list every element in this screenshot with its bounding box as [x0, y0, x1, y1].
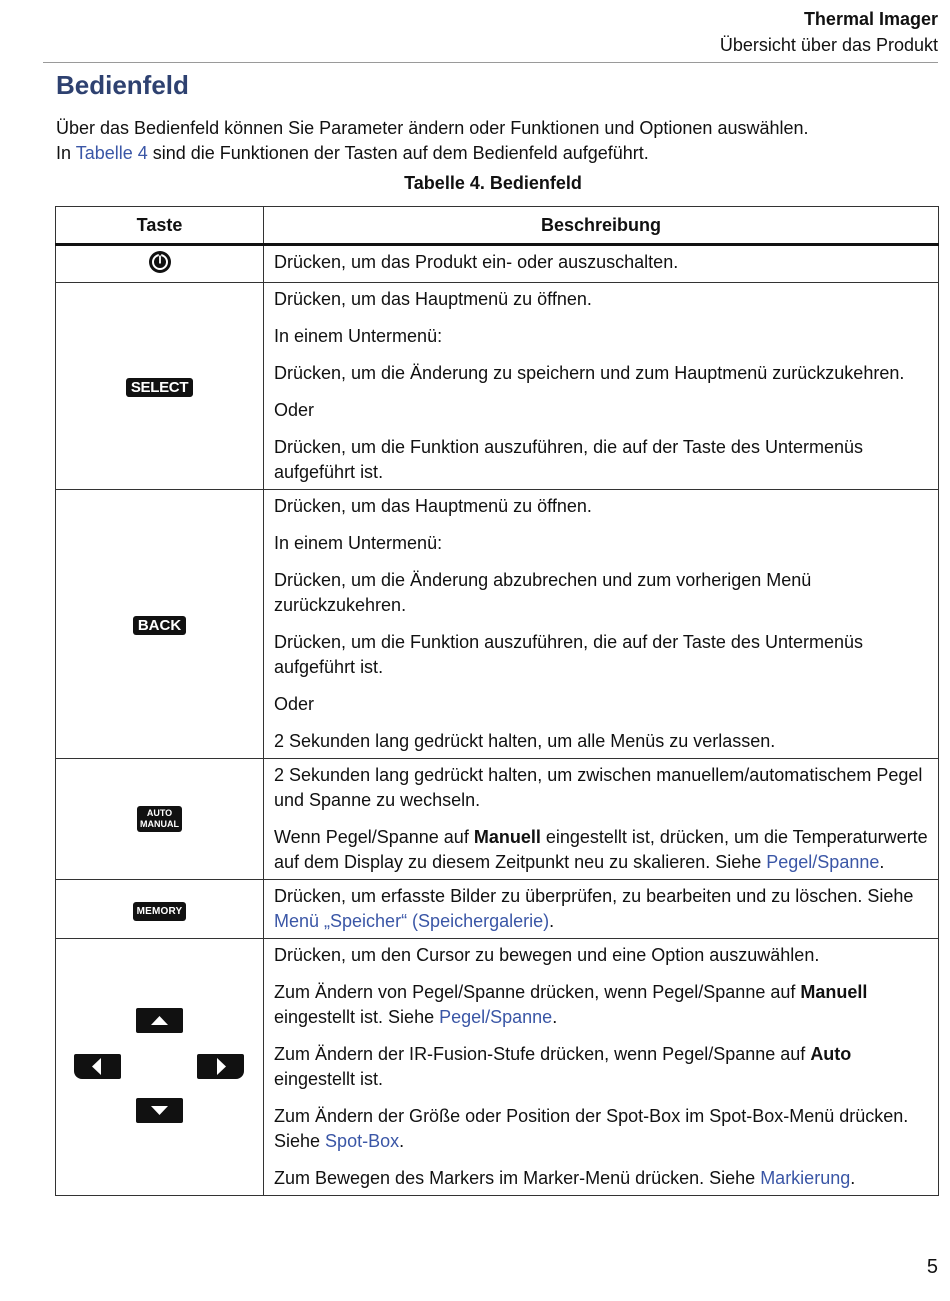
description-text [274, 1166, 928, 1191]
auto-label: AUTO [146, 808, 173, 818]
memory-menu-link[interactable]: Menü „Speicher“ (Speichergalerie) [274, 911, 550, 931]
arrow-down-icon [136, 1098, 183, 1123]
text-span: . [552, 1007, 558, 1027]
intro-text: In [56, 143, 76, 163]
description-cell-select [264, 283, 939, 490]
arrow-right-icon [197, 1054, 244, 1079]
table-caption: Tabelle 4. Bedienfeld [404, 173, 582, 193]
text-span: . [399, 1131, 405, 1151]
table-row-auto-manual [56, 759, 939, 880]
header-subtitle: Übersicht über das Produkt [719, 35, 938, 55]
key-cell-power [56, 245, 264, 283]
description-text: Drücken, um das Hauptmenü zu öffnen. [274, 289, 592, 309]
table-row-power [56, 245, 939, 283]
select-key-icon: SELECT [126, 378, 193, 397]
description-cell-memory [264, 880, 939, 939]
table-header-row [56, 207, 939, 245]
manual-label: MANUAL [140, 819, 179, 829]
description-text: Drücken, um die Funktion auszuführen, die auf der Taste des Untermenüs aufgeführt ist. [274, 632, 863, 677]
memory-key-icon: MEMORY [133, 902, 187, 921]
column-header-description: Beschreibung [264, 207, 939, 245]
description-text: Drücken, um das Hauptmenü zu öffnen. [274, 496, 592, 516]
text-span: . [879, 852, 885, 872]
description-cell-auto-manual [264, 759, 939, 880]
text-span: Zum Ändern von Pegel/Spanne drücken, wenn Pegel/Spanne auf [274, 982, 801, 1002]
description-text [274, 825, 928, 875]
description-cell-arrows [264, 939, 939, 1196]
intro-line-2 [56, 141, 936, 166]
text-span: eingestellt ist, drücken, um die Temperaturwerte auf dem Display zu diesem Zeitpunkt neu zu skalieren. Siehe [274, 827, 928, 872]
back-key-icon: BACK [133, 616, 186, 635]
text-span: Drücken, um erfasste Bilder zu überprüfen, zu bearbeiten und zu löschen. Siehe [274, 886, 914, 906]
bold-text: Manuell [800, 982, 868, 1002]
power-icon [148, 250, 172, 274]
table-row-arrows [56, 939, 939, 1196]
header-title: Thermal Imager [803, 9, 938, 29]
text-span: Zum Bewegen des Markers im Marker-Menü drücken. Siehe [274, 1168, 761, 1188]
section-title: Bedienfeld [56, 70, 189, 100]
arrow-up-icon [136, 1008, 183, 1033]
description-text [274, 1104, 928, 1154]
description-cell-back [264, 490, 939, 759]
page-number: 5 [926, 1256, 938, 1278]
key-cell-select [56, 283, 264, 490]
description-text [274, 884, 928, 934]
key-cell-arrows [56, 939, 264, 1196]
arrow-left-icon [74, 1054, 121, 1079]
description-text: Drücken, um die Funktion auszuführen, die auf der Taste des Untermenüs aufgeführt ist. [274, 437, 863, 482]
markierung-link[interactable]: Markierung [760, 1168, 851, 1188]
pegel-spanne-link[interactable]: Pegel/Spanne [439, 1007, 553, 1027]
text-span: eingestellt ist. Siehe [274, 1007, 440, 1027]
description-text: Oder [274, 400, 315, 420]
auto-manual-key-icon [137, 806, 182, 832]
description-text: Drücken, um den Cursor zu bewegen und eine Option auszuwählen. [274, 945, 820, 965]
description-text: Oder [274, 694, 315, 714]
bold-text: Manuell [473, 827, 541, 847]
key-cell-auto-manual [56, 759, 264, 880]
table-4-link[interactable]: Tabelle 4 [75, 143, 148, 163]
text-span: Zum Ändern der IR-Fusion-Stufe drücken, wenn Pegel/Spanne auf [274, 1044, 811, 1064]
intro-paragraph [56, 116, 936, 166]
text-span: . [850, 1168, 856, 1188]
pegel-spanne-link[interactable]: Pegel/Spanne [766, 852, 880, 872]
description-text: Drücken, um die Änderung abzubrechen und zum vorherigen Menü zurückzukehren. [274, 570, 812, 615]
column-header-key: Taste [56, 207, 264, 245]
table-row-memory [56, 880, 939, 939]
description-text: Drücken, um das Produkt ein- oder auszuschalten. [274, 252, 679, 272]
text-span: eingestellt ist. [274, 1069, 384, 1089]
text-span: Zum Ändern der Größe oder Position der Spot-Box im Spot-Box-Menü drücken. Siehe [274, 1106, 909, 1151]
text-span: . [549, 911, 555, 931]
bold-text: Auto [810, 1044, 852, 1064]
description-text: 2 Sekunden lang gedrückt halten, um alle Menüs zu verlassen. [274, 731, 776, 751]
description-text [274, 1042, 928, 1092]
control-panel-table [55, 206, 939, 1196]
table-row-back [56, 490, 939, 759]
key-cell-memory [56, 880, 264, 939]
spot-box-link[interactable]: Spot-Box [325, 1131, 400, 1151]
description-text [274, 980, 928, 1030]
description-text: 2 Sekunden lang gedrückt halten, um zwischen manuellem/automatischem Pegel und Spanne zu wechseln. [274, 765, 923, 810]
key-cell-back [56, 490, 264, 759]
arrow-keys [74, 1008, 246, 1126]
header-divider [43, 62, 938, 63]
intro-line-1: Über das Bedienfeld können Sie Parameter ändern oder Funktionen und Optionen auswählen. [56, 118, 809, 138]
description-text: In einem Untermenü: [274, 326, 443, 346]
intro-text: sind die Funktionen der Tasten auf dem Bedienfeld aufgeführt. [147, 143, 649, 163]
description-cell-power [264, 245, 939, 283]
text-span: Wenn Pegel/Spanne auf [274, 827, 474, 847]
description-text: Drücken, um die Änderung zu speichern und zum Hauptmenü zurückzukehren. [274, 363, 905, 383]
table-row-select [56, 283, 939, 490]
description-text: In einem Untermenü: [274, 533, 443, 553]
